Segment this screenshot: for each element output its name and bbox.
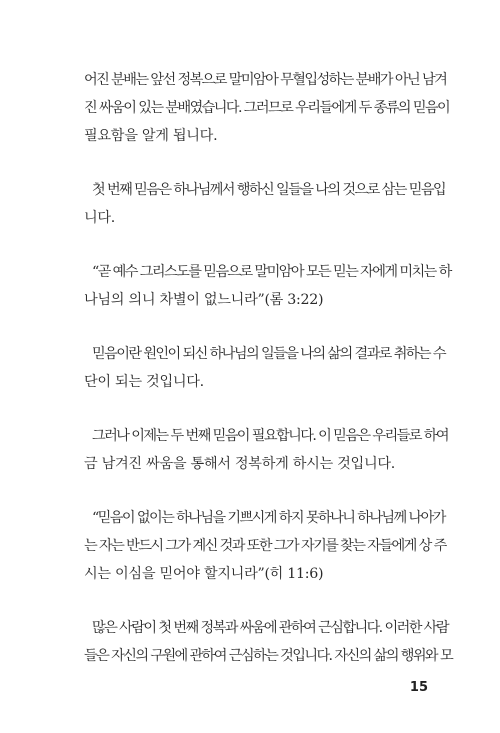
text-line: 필요함을 알게 됩니다. — [84, 128, 218, 144]
text-line: 들은 자신의 구원에 관하여 근심하는 것입니다. 자신의 삶의 행위와 모 — [84, 648, 453, 664]
text-line: 진 싸움이 있는 분배였습니다. 그러므로 우리들에게 두 종류의 믿음이 — [84, 100, 450, 116]
text-line: 많은 사람이 첫 번째 정복과 싸움에 관하여 근심합니다. 이러한 사람 — [92, 620, 448, 636]
text-line: 어진 분배는 앞선 정복으로 말미암아 무혈입성하는 분배가 아닌 남겨 — [84, 72, 447, 88]
paragraph-2 — [84, 176, 446, 232]
text-line: “믿음이 없이는 하나님을 기쁘시게 하지 못하나니 하나님께 나아가 — [92, 510, 445, 526]
paragraph-4 — [84, 340, 446, 396]
body-text — [84, 66, 453, 696]
text-line: “곧 예수 그리스도를 믿음으로 말미암아 모든 믿는 자에게 미치는 하 — [92, 264, 451, 280]
text-line: 그러나 이제는 두 번째 믿음이 필요합니다. 이 믿음은 우리들로 하여 — [92, 428, 448, 444]
paragraph-3-quote — [84, 258, 451, 314]
paragraph-7 — [84, 614, 453, 670]
text-line: 첫 번째 믿음은 하나님께서 행하신 일들을 나의 것으로 삼는 믿음입 — [92, 182, 446, 198]
text-line: 시는 이심을 믿어야 할지니라”(히 11:6) — [84, 566, 324, 582]
paragraph-5 — [84, 422, 448, 478]
text-line: 니다. — [84, 210, 116, 226]
paragraph-6-quote — [84, 504, 446, 588]
text-line: 는 자는 반드시 그가 계신 것과 또한 그가 자기를 찾는 자들에게 상 주 — [84, 538, 446, 554]
text-line: 금 남겨진 싸움을 통해서 정복하게 하시는 것입니다. — [84, 456, 395, 472]
text-line: 믿음이란 원인이 되신 하나님의 일들을 나의 삶의 결과로 취하는 수 — [92, 346, 446, 362]
text-line: 나님의 의니 차별이 없느니라”(롬 3:22) — [84, 292, 324, 308]
text-line: 단이 되는 것입니다. — [84, 374, 204, 390]
paragraph-1 — [84, 66, 450, 150]
page-number: 15 — [409, 680, 428, 695]
